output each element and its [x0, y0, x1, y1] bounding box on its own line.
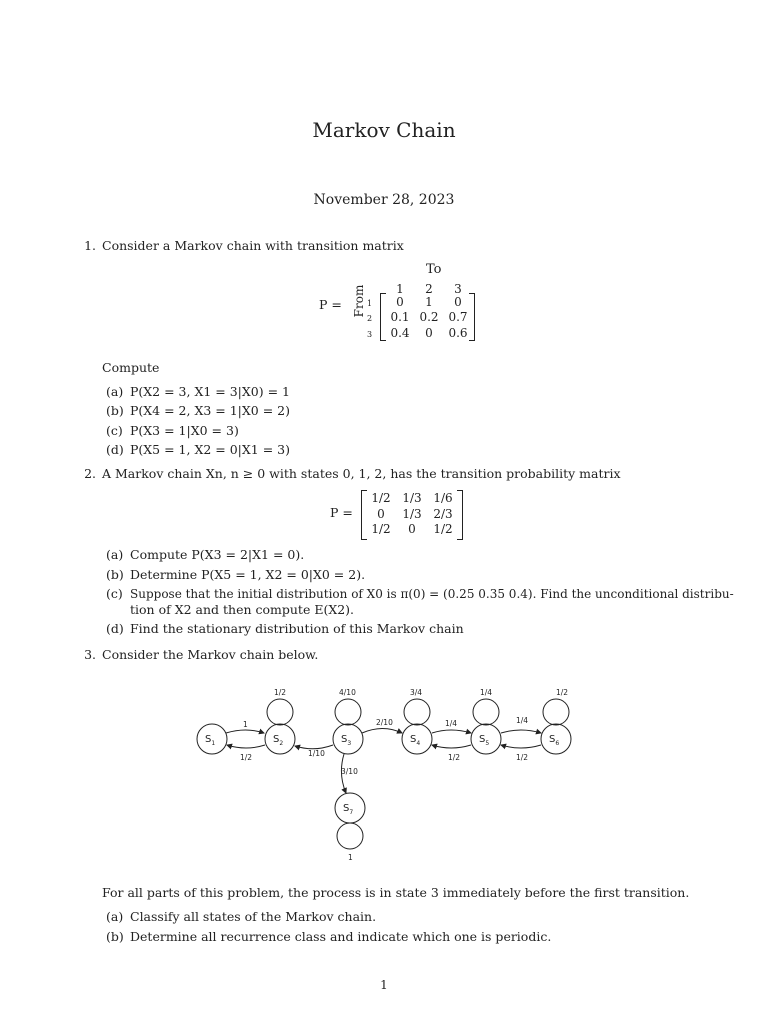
- prob-label: 1/2: [448, 753, 461, 762]
- prob-label: 2/10: [376, 718, 393, 727]
- col-header-2: 2: [425, 282, 433, 296]
- q1-part-label: (d): [106, 442, 124, 457]
- self-loop-s6: [543, 699, 569, 725]
- page-number: 1: [380, 978, 388, 992]
- date: November 28, 2023: [313, 192, 455, 208]
- edge-s4-s5: [432, 730, 471, 733]
- matrix-cell: 1/3: [402, 507, 422, 521]
- prob-label: 4/10: [339, 688, 356, 697]
- q1-intro: Consider a Markov chain with transition matrix: [102, 238, 404, 253]
- q2-part-c: Suppose that the initial distribution of X0 is π(0) = (0.25 0.35 0.4). Find the unconditional distribu-: [130, 587, 734, 601]
- edge-s3-s4: [362, 729, 402, 734]
- prob-label: 1/2: [556, 688, 569, 697]
- matrix-cell: 0: [408, 522, 416, 536]
- q2-part-b: Determine P(X5 = 1, X2 = 0|X0 = 2).: [130, 567, 366, 582]
- matrix-cell: 0: [396, 295, 404, 309]
- prob-label: 1/2: [274, 688, 287, 697]
- q2-part-label: (a): [106, 547, 124, 562]
- state-s4-node: [402, 724, 432, 754]
- prob-label: 3/10: [341, 767, 358, 776]
- edge-s6-s5: [501, 745, 541, 748]
- q3-part-a: Classify all states of the Markov chain.: [130, 909, 377, 924]
- state-s5-node: [471, 724, 501, 754]
- q1-matrix-label: P =: [319, 297, 342, 312]
- prob-label: 1/4: [445, 719, 458, 728]
- q1-part-a: P(X2 = 3, X1 = 3|X0) = 1: [130, 384, 290, 399]
- prob-label: 1: [243, 720, 248, 729]
- q2-number: 2.: [84, 466, 96, 481]
- q1-part-label: (a): [106, 384, 124, 399]
- q2-part-c-continued: tion of X2 and then compute E(X2).: [130, 602, 355, 617]
- q3-part-b: Determine all recurrence class and indicate which one is periodic.: [130, 929, 552, 944]
- edge-s2-s1: [227, 745, 265, 748]
- edge-s1-s2: [226, 730, 264, 733]
- state-s1-label: $S_1$: [205, 734, 216, 747]
- matrix-cell: 0: [425, 326, 433, 340]
- state-s2-label: $S_2$: [273, 734, 284, 747]
- matrix-cell: 1/2: [433, 522, 453, 536]
- prob-label: 1/4: [480, 688, 493, 697]
- to-label: To: [426, 262, 442, 277]
- matrix-cell: 0.4: [390, 326, 410, 340]
- matrix-cell: 0.7: [448, 310, 468, 324]
- matrix-cell: 0.1: [390, 310, 410, 324]
- edge-s5-s4: [432, 745, 471, 748]
- prob-label: 1/2: [516, 753, 529, 762]
- self-loop-s7: [337, 823, 363, 849]
- q1-part-c: P(X3 = 1|X0 = 3): [130, 423, 239, 438]
- self-loop-s3: [335, 699, 361, 725]
- page-title: Markov Chain: [312, 118, 456, 142]
- state-s7-node: [335, 793, 365, 823]
- q2-matrix-label: P =: [330, 505, 353, 520]
- matrix-cell: 2/3: [433, 507, 453, 521]
- prob-label: 1/10: [308, 749, 325, 758]
- q1-part-label: (b): [106, 403, 124, 418]
- matrix-cell: 0.6: [448, 326, 468, 340]
- prob-label: 1/4: [516, 716, 529, 725]
- matrix-cell: 1/3: [402, 491, 422, 505]
- state-s6-node: [541, 724, 571, 754]
- q3-part-label: (b): [106, 929, 124, 944]
- q2-part-a: Compute P(X3 = 2|X1 = 0).: [130, 547, 305, 562]
- q3-part-label: (a): [106, 909, 124, 924]
- q3-number: 3.: [84, 647, 96, 662]
- q3-intro: Consider the Markov chain below.: [102, 647, 319, 662]
- from-label: From: [352, 284, 366, 318]
- prob-label: 1: [348, 853, 353, 862]
- self-loop-s2: [267, 699, 293, 725]
- state-s4-label: $S_4$: [410, 734, 421, 747]
- col-header-1: 1: [396, 282, 404, 296]
- row-header-1: 1: [367, 299, 373, 308]
- q2-part-label: (d): [106, 621, 124, 636]
- matrix-cell: 0.2: [419, 310, 439, 324]
- matrix-cell: 1/6: [433, 491, 453, 505]
- row-header-3: 3: [367, 330, 373, 339]
- self-loop-s5: [473, 699, 499, 725]
- q1-part-d: P(X5 = 1, X2 = 0|X1 = 3): [130, 442, 290, 457]
- prob-label: 1/2: [240, 753, 253, 762]
- state-s6-label: $S_6$: [549, 734, 560, 747]
- q2-part-label: (b): [106, 567, 124, 582]
- matrix-cell: 1/2: [371, 522, 391, 536]
- state-s5-label: $S_5$: [479, 734, 490, 747]
- state-s2-node: [265, 724, 295, 754]
- q3-note: For all parts of this problem, the process is in state 3 immediately before the first transition.: [102, 885, 690, 900]
- q1-compute: Compute: [102, 360, 160, 375]
- matrix-cell: 0: [377, 507, 385, 521]
- matrix-cell: 0: [454, 295, 462, 309]
- state-s7-label: $S_7$: [343, 803, 354, 816]
- q2-part-d: Find the stationary distribution of this Markov chain: [130, 621, 464, 636]
- q1-part-b: P(X4 = 2, X3 = 1|X0 = 2): [130, 403, 290, 418]
- q1-part-label: (c): [106, 423, 123, 438]
- self-loop-s4: [404, 699, 430, 725]
- matrix-cell: 1/2: [371, 491, 391, 505]
- q2-part-label: (c): [106, 586, 123, 601]
- state-s3-node: [333, 724, 363, 754]
- q2-intro: A Markov chain Xn, n ≥ 0 with states 0, 1, 2, has the transition probability matrix: [102, 466, 621, 481]
- state-s1-node: [197, 724, 227, 754]
- matrix-cell: 1: [425, 295, 433, 309]
- col-header-3: 3: [454, 282, 462, 296]
- edge-s5-s6: [501, 730, 541, 733]
- q1-number: 1.: [84, 238, 96, 253]
- prob-label: 3/4: [410, 688, 423, 697]
- row-header-2: 2: [367, 314, 373, 323]
- state-s3-label: $S_3$: [341, 734, 352, 747]
